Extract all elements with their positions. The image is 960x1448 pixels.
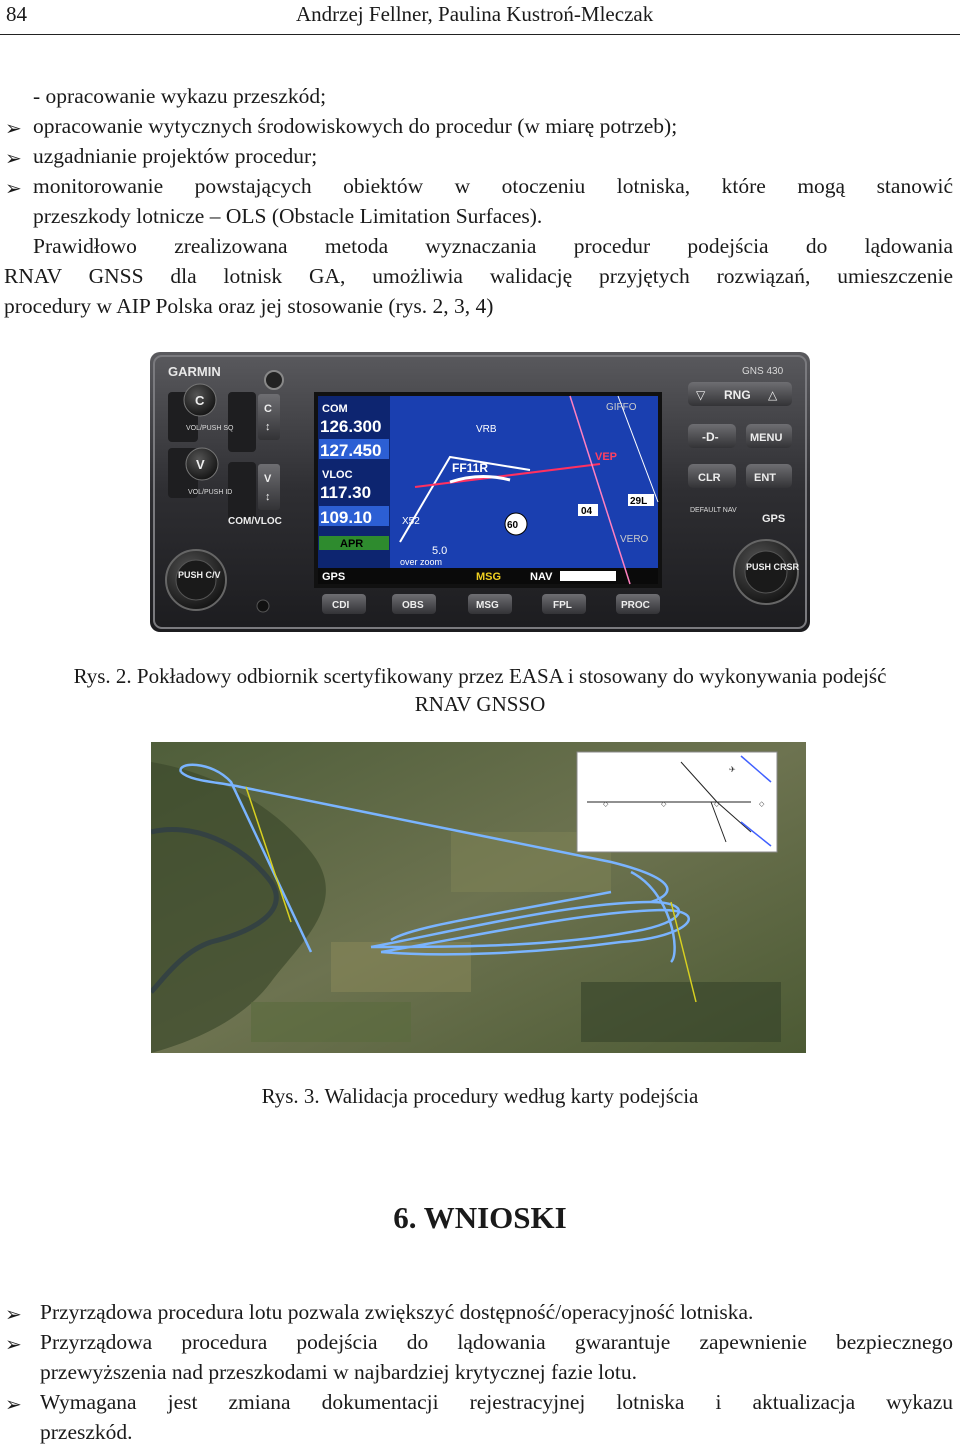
inset-waypoint-icon: ◇ bbox=[603, 801, 609, 808]
nav-status: NAV bbox=[530, 571, 553, 583]
page-number: 84 bbox=[6, 2, 27, 26]
bullet-arrow-icon: ➢ bbox=[5, 118, 22, 140]
map-speed-label: 60 bbox=[507, 520, 519, 531]
waypoint-x52: X52 bbox=[402, 516, 420, 527]
bullet-arrow-icon: ➢ bbox=[5, 148, 22, 170]
inset-waypoint-icon: ◇ bbox=[759, 801, 765, 808]
photocell-icon bbox=[265, 371, 283, 389]
com-standby-freq: 127.450 bbox=[320, 441, 382, 460]
running-head-authors: Andrzej Fellner, Paulina Kustroń-Mleczak bbox=[296, 2, 654, 26]
direct-to-icon: -D- bbox=[702, 430, 719, 444]
inset-waypoint-icon: ◇ bbox=[714, 801, 720, 808]
push-cv-label: PUSH C/V bbox=[178, 570, 221, 580]
aerial-track-map-figure bbox=[151, 742, 806, 1053]
waypoint-vrb: VRB bbox=[476, 424, 497, 435]
list-item: uzgadnianie projektów procedur; bbox=[33, 144, 318, 168]
bullet-arrow-icon: ➢ bbox=[5, 178, 22, 200]
list-item: opracowanie wytycznych środowiskowych do procedur (w miarę potrzeb); bbox=[33, 114, 678, 138]
inset-aircraft-icon: ✈ bbox=[729, 765, 736, 774]
cdi-label: CDI bbox=[332, 600, 350, 611]
conclusion-item: Przyrządowa procedura lotu pozwala zwiększyć dostępność/operacyjność lotniska. bbox=[40, 1300, 754, 1324]
com-knob-label: C bbox=[195, 393, 205, 408]
msg-annunciator: MSG bbox=[476, 571, 502, 583]
list-item: monitorowanie powstających obiektów w otoczeniu lotniska, które mogą stanowić bbox=[33, 174, 953, 198]
default-nav-label: DEFAULT NAV bbox=[690, 507, 737, 514]
model-label: GNS 430 bbox=[742, 366, 784, 377]
svg-text:↕: ↕ bbox=[265, 491, 271, 503]
bullet-arrow-icon: ➢ bbox=[5, 1394, 22, 1416]
paragraph-line: RNAV GNSS dla lotnisk GA, umożliwia walidację przyjętych rozwiązań, umieszczenie bbox=[4, 264, 953, 288]
vol-sq-label: VOL/PUSH SQ bbox=[186, 425, 234, 432]
conclusion-item: Przyrządowa procedura podejścia do lądowania gwarantuje zapewnienie bezpiecznego bbox=[40, 1330, 953, 1354]
push-crsr-label: PUSH CRSR bbox=[746, 562, 800, 572]
svg-text:▽: ▽ bbox=[696, 388, 706, 402]
com-flipflop-button[interactable] bbox=[258, 394, 280, 440]
gns430-device-figure bbox=[150, 352, 810, 632]
gps-label: GPS bbox=[762, 513, 786, 525]
apr-annunciator: APR bbox=[340, 538, 364, 550]
svg-text:V: V bbox=[264, 473, 272, 485]
msg-label: MSG bbox=[476, 600, 499, 611]
svg-text:△: △ bbox=[768, 388, 778, 402]
waypoint-vep: VEP bbox=[595, 451, 618, 463]
vloc-active-freq: 117.30 bbox=[320, 483, 372, 502]
figure2-caption-line1: Rys. 2. Pokładowy odbiornik scertyfikowany przez EASA i stosowany do wykonywania podejść bbox=[73, 664, 887, 688]
waypoint-giffo: GIFFO bbox=[606, 402, 637, 413]
paragraph-line: procedury w AIP Polska oraz jej stosowanie (rys. 2, 3, 4) bbox=[4, 294, 494, 318]
waypoint-ff11r: FF11R bbox=[452, 461, 489, 475]
vol-id-label: VOL/PUSH ID bbox=[188, 489, 233, 496]
enter-label: ENT bbox=[754, 472, 776, 484]
vloc-standby-freq: 109.10 bbox=[320, 508, 372, 527]
figure3-caption: Rys. 3. Walidacja procedury według karty podejścia bbox=[261, 1084, 699, 1108]
clear-label: CLR bbox=[698, 472, 721, 484]
card-eject-icon bbox=[257, 600, 269, 612]
zoom-level: 5.0 bbox=[432, 545, 448, 557]
list-item: przeszkody lotnicze – OLS (Obstacle Limitation Surfaces). bbox=[33, 204, 543, 228]
gns430-illustration bbox=[150, 352, 810, 632]
vloc-knob-label: V bbox=[196, 457, 205, 472]
bullet-arrow-icon: ➢ bbox=[5, 1304, 22, 1326]
menu-label: MENU bbox=[750, 432, 783, 444]
list-item: - opracowanie wykazu przeszkód; bbox=[33, 84, 327, 108]
obs-label: OBS bbox=[402, 600, 424, 611]
fpl-label: FPL bbox=[553, 600, 572, 611]
inset-waypoint-icon: ◇ bbox=[661, 801, 667, 808]
conclusion-item: Wymagana jest zmiana dokumentacji rejestracyjnej lotniska i aktualizacja wykazu bbox=[40, 1390, 953, 1414]
runway-04: 04 bbox=[581, 506, 593, 517]
paragraph-line: Prawidłowo zrealizowana metoda wyznaczania procedur podejścia do lądowania bbox=[33, 234, 953, 258]
page-header bbox=[0, 0, 960, 35]
aerial-map-illustration bbox=[151, 742, 806, 1053]
runway-29l: 29L bbox=[630, 496, 648, 507]
com-vloc-label: COM/VLOC bbox=[228, 516, 282, 527]
figure2-caption-line2: RNAV GNSSO bbox=[414, 692, 546, 716]
svg-text:C: C bbox=[264, 403, 272, 415]
section-heading: 6. WNIOSKI bbox=[393, 1200, 567, 1235]
conclusion-item: przewyższenia nad przeszkodami w najbardziej krytycznej fazie lotu. bbox=[40, 1360, 637, 1384]
vloc-flipflop-button[interactable] bbox=[258, 464, 280, 510]
com-active-freq: 126.300 bbox=[320, 417, 382, 436]
brand-label: GARMIN bbox=[168, 364, 221, 379]
waypoint-vero: VERO bbox=[620, 534, 649, 545]
gps-status: GPS bbox=[322, 571, 346, 583]
range-label: RNG bbox=[724, 388, 751, 402]
svg-text:↕: ↕ bbox=[265, 421, 271, 433]
vloc-label: VLOC bbox=[322, 469, 353, 481]
zoom-note: over zoom bbox=[400, 557, 443, 567]
conclusion-item: przeszkód. bbox=[40, 1420, 133, 1444]
proc-label: PROC bbox=[621, 600, 650, 611]
bullet-arrow-icon: ➢ bbox=[5, 1334, 22, 1356]
com-label: COM bbox=[322, 403, 348, 415]
